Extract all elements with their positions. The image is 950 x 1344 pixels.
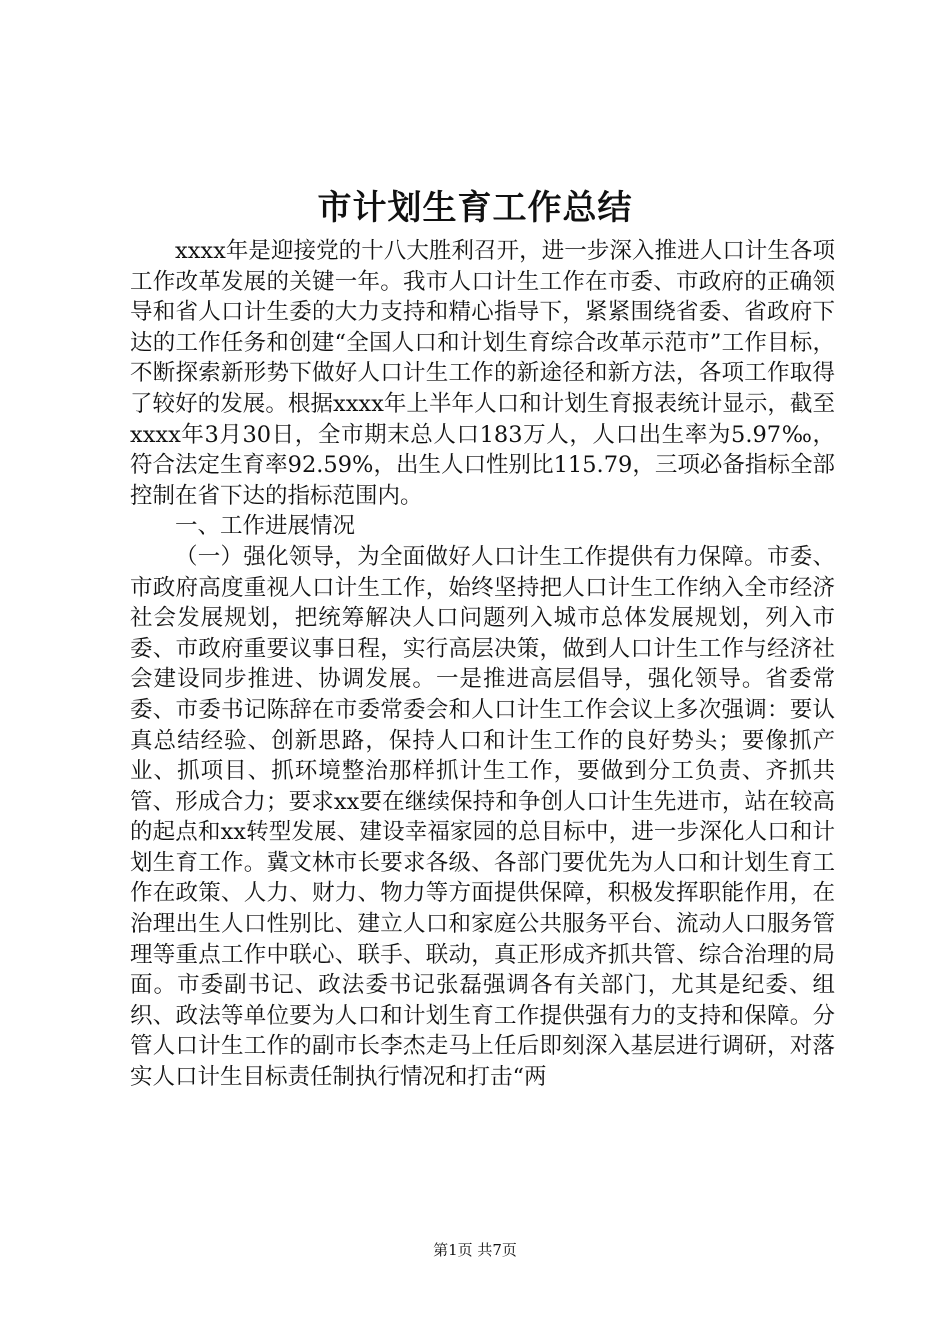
paragraph-leadership: （一）强化领导，为全面做好人口计生工作提供有力保障。市委、市政府高度重视人口计生工作，始终坚持把人口计生工作纳入全市经济社会发展规划，把统筹解决人口问题列入城市总体发展规划，列入市委、市政府重要议事日程，实行高层决策，做到人口计生工作与经济社会建设同步推进、协调发展。一是推进高层倡导，强化领导。省委常委、市委书记陈辞在市委常委会和人口计生工作会议上多次强调：要认真总结经验、创新思路，保持人口和计生工作的良好势头；要像抓产业、抓项目、抓环境整治那样抓计生工作，要做到分工负责、齐抓共管、形成合力；要求xx要在继续保持和争创人口计生先进市，站在较高的起点和xx转型发展、建设幸福家园的总目标中，进一步深化人口和计划生育工作。冀文林市长要求各级、各部门要优先为人口和计划生育工作在政策、人力、财力、物力等方面提供保障，积极发挥职能作用，在治理出生人口性别比、建立人口和家庭公共服务平台、流动人口服务管理等重点工作中联心、联手、联动，真正形成齐抓共管、综合治理的局面。市委副书记、政法委书记张磊强调各有关部门，尤其是纪委、组织、政法等单位要为人口和计划生育工作提供强有力的支持和保障。分管人口计生工作的副市长李杰走马上任后即刻深入基层进行调研，对落实人口计生目标责任制执行情况和打击“两 — [130, 543, 835, 1091]
document-body — [130, 236, 835, 1093]
page-number-footer: 第1页 共7页 — [433, 1241, 517, 1259]
section-heading-progress: 一、工作进展情况 — [175, 513, 356, 540]
document-title: 市计划生育工作总结 — [317, 188, 633, 228]
paragraph-intro: xxxx年是迎接党的十八大胜利召开，进一步深入推进人口计生各项工作改革发展的关键一年。我市人口计生工作在市委、市政府的正确领导和省人口计生委的大力支持和精心指导下，紧紧围绕省委、省政府下达的工作任务和创建“全国人口和计划生育综合改革示范市”工作目标，不断探索新形势下做好人口计生工作的新途径和新方法，各项工作取得了较好的发展。根据xxxx年上半年人口和计划生育报表统计显示，截至xxxx年3月30日，全市期末总人口183万人，人口出生率为5.97‰，符合法定生育率92.59%，出生人口性别比115.79，三项必备指标全部控制在省下达的指标范围内。 — [130, 238, 835, 509]
